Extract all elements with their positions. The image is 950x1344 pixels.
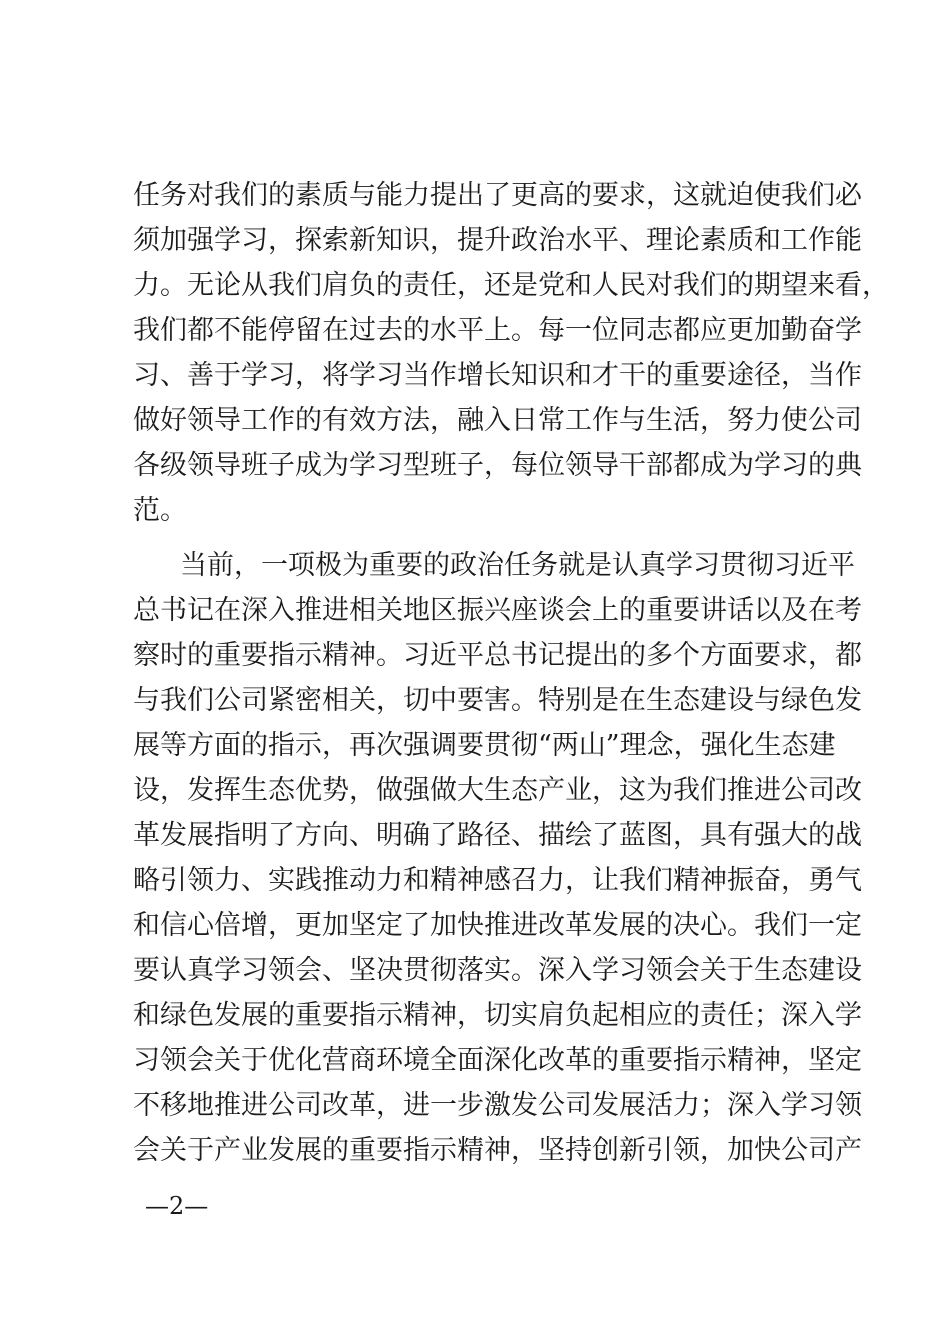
- paragraph-line: 会关于产业发展的重要指示精神，坚持创新引领，加快公司产: [133, 1135, 862, 1166]
- paragraph-line: 和绿色发展的重要指示精神，切实肩负起相应的责任；深入学: [133, 1000, 862, 1031]
- page-number: —2—: [145, 1192, 209, 1220]
- paragraph-line: 须加强学习，探索新知识，提升政治水平、理论素质和工作能: [133, 225, 862, 256]
- paragraph-line: 要认真学习领会、坚决贯彻落实。深入学习领会关于生态建设: [133, 955, 862, 986]
- paragraph-line: 设，发挥生态优势，做强做大生态产业，这为我们推进公司改: [133, 775, 862, 806]
- paragraph-line: 范。: [133, 495, 187, 526]
- paragraph-line: 力。无论从我们肩负的责任，还是党和人民对我们的期望来看，: [133, 270, 889, 301]
- paragraph-line: 总书记在深入推进相关地区振兴座谈会上的重要讲话以及在考: [133, 595, 862, 626]
- paragraph-line: 察时的重要指示精神。习近平总书记提出的多个方面要求，都: [133, 640, 862, 671]
- paragraph-line: 不移地推进公司改革，进一步激发公司发展活力；深入学习领: [133, 1090, 862, 1121]
- paragraph-line: 习、善于学习，将学习当作增长知识和才干的重要途径，当作: [133, 360, 862, 391]
- paragraph-line: 我们都不能停留在过去的水平上。每一位同志都应更加勤奋学: [133, 315, 862, 346]
- paragraph-first-line: 当前，一项极为重要的政治任务就是认真学习贯彻习近平: [180, 550, 855, 581]
- paragraph-line: 习领会关于优化营商环境全面深化改革的重要指示精神，坚定: [133, 1045, 862, 1076]
- paragraph-line: 略引领力、实践推动力和精神感召力，让我们精神振奋，勇气: [133, 865, 862, 896]
- paragraph-line: 任务对我们的素质与能力提出了更高的要求，这就迫使我们必: [133, 180, 862, 211]
- paragraph-line: 展等方面的指示，再次强调要贯彻“两山”理念，强化生态建: [133, 730, 836, 761]
- paragraph-line: 和信心倍增，更加坚定了加快推进改革发展的决心。我们一定: [133, 910, 862, 941]
- paragraph-line: 做好领导工作的有效方法，融入日常工作与生活，努力使公司: [133, 405, 862, 436]
- paragraph-line: 革发展指明了方向、明确了路径、描绘了蓝图，具有强大的战: [133, 820, 862, 851]
- paragraph-line: 各级领导班子成为学习型班子，每位领导干部都成为学习的典: [133, 450, 862, 481]
- paragraph-line: 与我们公司紧密相关，切中要害。特别是在生态建设与绿色发: [133, 685, 862, 716]
